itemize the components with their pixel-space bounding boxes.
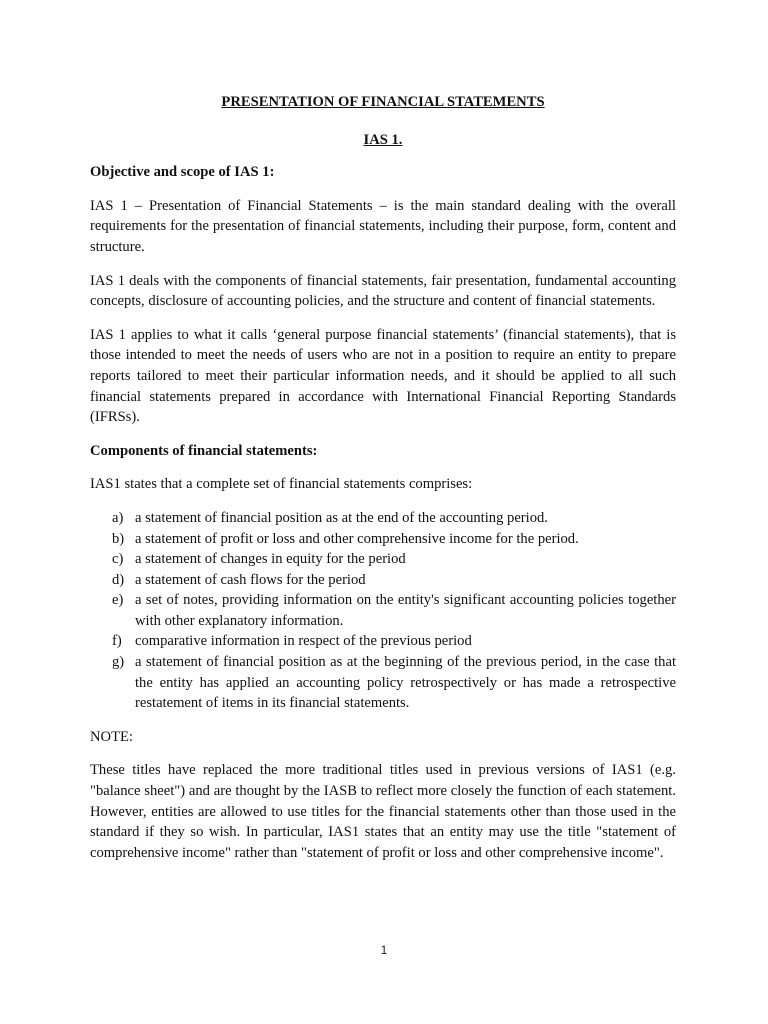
- components-intro: IAS1 states that a complete set of financial statements comprises:: [90, 476, 473, 493]
- list-marker: f): [112, 633, 122, 650]
- page-number: 1: [380, 943, 388, 957]
- list-marker: e): [112, 592, 124, 609]
- components-heading: Components of financial statements:: [90, 442, 318, 459]
- document-subtitle: IAS 1.: [363, 131, 403, 148]
- list-marker: c): [112, 551, 124, 568]
- list-item-text: a statement of financial position as at the beginning of the previous period, in the case that the entity has applied an accounting policy retrospectively or has made a retrospective restatement of items in its financial statements.: [135, 654, 676, 712]
- note-paragraph: These titles have replaced the more traditional titles used in previous versions of IAS1 (e.g. "balance sheet") and are thought by the IASB to reflect more closely the function of each statement. However, entities are allowed to use titles for the financial statements other than those used in the standard if they so wish. In particular, IAS1 states that an entity may use the title "statement of comprehensive income" rather than "statement of profit or loss and other comprehensive income".: [90, 762, 676, 861]
- objective-paragraph: IAS 1 deals with the components of financial statements, fair presentation, fundamental accounting concepts, disclosure of accounting policies, and the structure and content of financial statements.: [90, 272, 676, 310]
- components-list: [90, 508, 676, 714]
- list-item: [90, 549, 676, 570]
- list-item: [90, 570, 676, 591]
- list-item: [90, 508, 676, 529]
- list-item-text: a set of notes, providing information on the entity's significant accounting policies together with other explanatory information.: [135, 592, 676, 629]
- list-item-text: a statement of changes in equity for the period: [135, 551, 406, 568]
- note-label: NOTE:: [90, 728, 133, 745]
- list-item: [90, 529, 676, 550]
- list-item-text: a statement of financial position as at the end of the accounting period.: [135, 509, 548, 526]
- list-item: [90, 652, 676, 714]
- list-item-text: a statement of profit or loss and other comprehensive income for the period.: [135, 530, 579, 547]
- list-item: [90, 590, 676, 631]
- list-item: [90, 631, 676, 652]
- list-marker: b): [112, 530, 125, 547]
- list-item-text: comparative information in respect of the previous period: [135, 633, 472, 650]
- objective-heading: Objective and scope of IAS 1:: [90, 164, 275, 181]
- objective-paragraph: IAS 1 – Presentation of Financial Statements – is the main standard dealing with the overall requirements for the presentation of financial statements, including their purpose, form, content and structure.: [90, 197, 676, 255]
- list-item-text: a statement of cash flows for the period: [135, 571, 366, 588]
- objective-paragraph: IAS 1 applies to what it calls ‘general purpose financial statements’ (financial statements), that is those intended to meet the needs of users who are not in a position to require an entity to prepare reports tailored to meet their particular information needs, and it should be applied to all such financial statements prepared in accordance with International Financial Reporting Standards (IFRSs).: [90, 326, 676, 426]
- list-marker: g): [112, 654, 125, 671]
- document-title: PRESENTATION OF FINANCIAL STATEMENTS: [221, 94, 545, 110]
- document-page: [90, 92, 676, 876]
- list-marker: a): [112, 509, 124, 526]
- list-marker: d): [112, 571, 125, 588]
